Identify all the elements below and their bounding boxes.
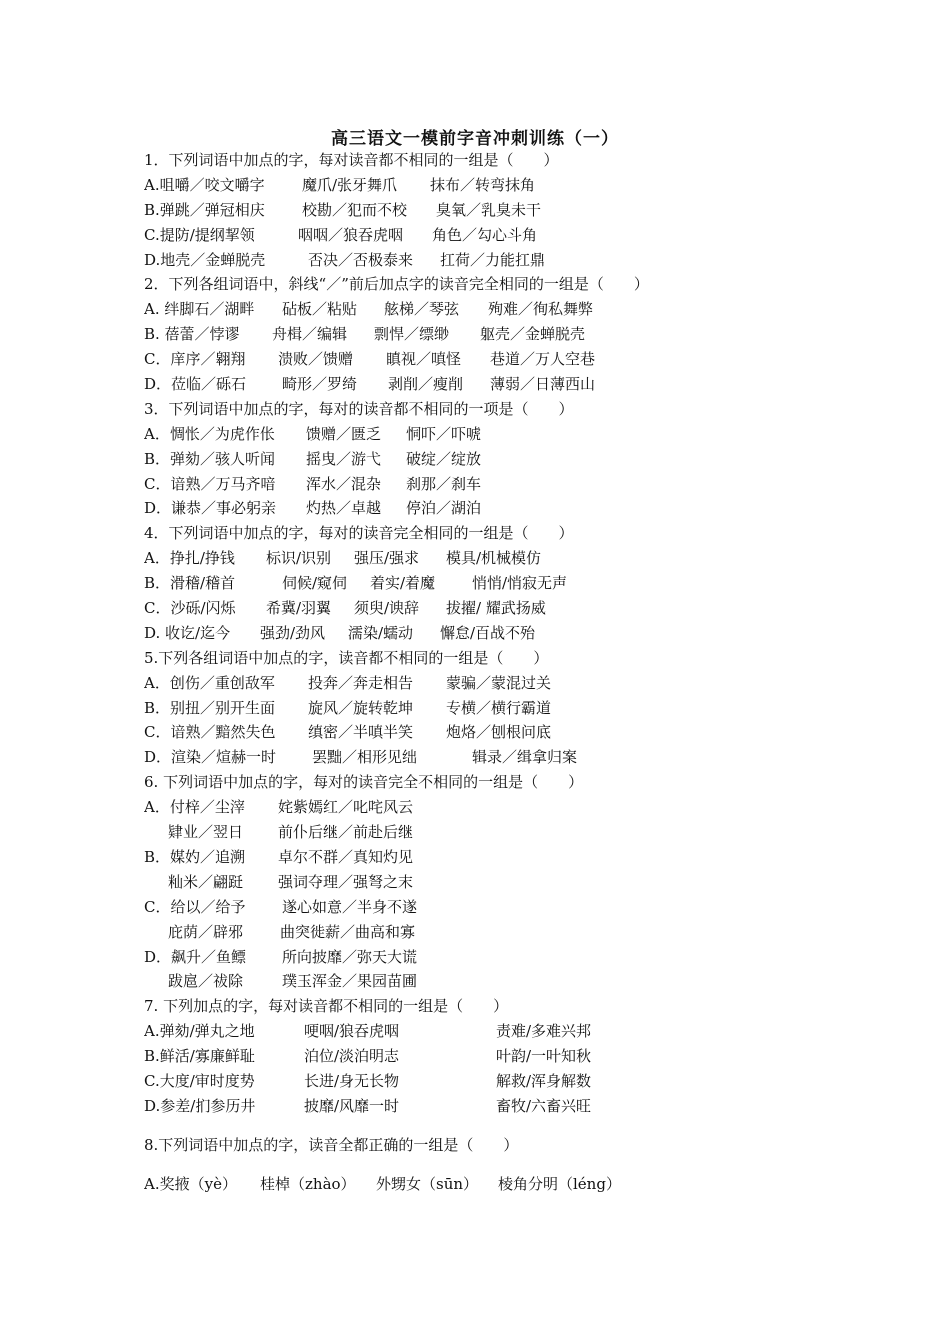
- text-line: [144, 646, 864, 671]
- text-segment: 躯壳／金蝉脱壳: [480, 325, 586, 344]
- text-line: [144, 895, 864, 920]
- text-segment: 哽咽/狼吞虎咽: [304, 1022, 400, 1041]
- text-segment: 希冀/羽翼: [266, 599, 332, 618]
- text-segment: 溃败／馈赠: [278, 350, 354, 369]
- text-line: [144, 671, 864, 696]
- text-segment: B．弹劾／骇人听闻: [144, 449, 276, 468]
- text-segment: 蒙骗／蒙混过关: [446, 673, 552, 692]
- text-segment: C.大度/审时度势: [144, 1071, 255, 1090]
- text-segment: 咽咽／狼吞虎咽: [298, 225, 404, 244]
- text-line: [144, 1133, 864, 1158]
- text-segment: 辑录／缉拿归案: [472, 748, 578, 767]
- text-segment: D．渲染／煊赫一时: [144, 748, 277, 767]
- text-segment: C．给以／给予: [144, 897, 246, 916]
- text-line: [144, 1044, 864, 1069]
- text-line: [144, 969, 864, 994]
- text-segment: 8.下列词语中加点的字，读音全都正确的一组是（ ）: [144, 1135, 519, 1154]
- text-segment: 责难/多难兴邦: [496, 1022, 592, 1041]
- text-line: [144, 148, 864, 173]
- text-segment: 着实/着魔: [370, 574, 436, 593]
- text-segment: 畸形／罗绮: [282, 375, 358, 394]
- text-segment: 强词夺理／强弩之末: [278, 872, 414, 891]
- text-segment: 浑水／混杂: [306, 474, 382, 493]
- text-line: [144, 795, 864, 820]
- text-segment: 刹那／刹车: [406, 474, 482, 493]
- text-line: [144, 472, 864, 497]
- text-segment: 3．下列词语中加点的字，每对的读音都不相同的一项是（ ）: [144, 399, 574, 418]
- text-segment: A．挣扎/挣钱: [144, 549, 235, 568]
- text-segment: 肄业／翌日: [168, 823, 244, 842]
- text-line: [144, 397, 864, 422]
- text-line: [144, 1172, 864, 1197]
- text-segment: C．谙熟／万马齐喑: [144, 474, 276, 493]
- text-segment: 臭氧／乳臭未干: [436, 200, 542, 219]
- text-segment: 恫吓／吓唬: [406, 424, 482, 443]
- text-segment: 破绽／绽放: [406, 449, 482, 468]
- text-segment: 桂棹（zhào）: [260, 1174, 356, 1193]
- text-segment: D．莅临／砾石: [144, 375, 247, 394]
- text-line: [144, 198, 864, 223]
- text-segment: 旋风／旋转乾坤: [308, 698, 414, 717]
- text-segment: 棱角分明（léng）: [498, 1174, 621, 1193]
- text-segment: 炮烙／刨根问底: [446, 723, 552, 742]
- text-line: [144, 447, 864, 472]
- text-segment: 4．下列词语中加点的字，每对的读音完全相同的一组是（ ）: [144, 524, 574, 543]
- text-segment: C．沙砾/闪烁: [144, 599, 236, 618]
- text-line: [144, 571, 864, 596]
- text-segment: 缜密／半嗔半笑: [308, 723, 414, 742]
- text-segment: 7. 下列加点的字，每对读音都不相同的一组是（ ）: [144, 997, 509, 1016]
- text-line: [144, 820, 864, 845]
- text-line: [144, 322, 864, 347]
- text-segment: A.弹劾/弹丸之地: [144, 1022, 255, 1041]
- text-segment: B. 蓓蕾／悖谬: [144, 325, 240, 344]
- text-segment: B．滑稽/稽首: [144, 574, 236, 593]
- text-segment: 模具/机械模仿: [446, 549, 542, 568]
- text-line: [144, 1094, 864, 1119]
- text-segment: D. 收讫/迄今: [144, 623, 231, 642]
- text-segment: 籼米／翩跹: [168, 872, 244, 891]
- text-line: [144, 422, 864, 447]
- text-segment: 瞋视／嗔怪: [386, 350, 462, 369]
- text-segment: 庇荫／辟邪: [168, 922, 244, 941]
- text-segment: 披靡/风靡一时: [304, 1096, 400, 1115]
- text-segment: A.奖掖（yè）: [144, 1174, 237, 1193]
- text-line: [144, 223, 864, 248]
- text-segment: 长进/身无长物: [304, 1071, 400, 1090]
- text-line: [144, 994, 864, 1019]
- text-line: [144, 173, 864, 198]
- text-line: [144, 870, 864, 895]
- text-segment: 强压/强求: [354, 549, 420, 568]
- text-line: [144, 945, 864, 970]
- text-segment: 巷道／万人空巷: [490, 350, 596, 369]
- text-segment: 强劲/劲风: [260, 623, 326, 642]
- text-segment: D．谦恭／事必躬亲: [144, 499, 277, 518]
- text-segment: 专横／横行霸道: [446, 698, 552, 717]
- text-segment: 前仆后继／前赴后继: [278, 823, 414, 842]
- text-line: [144, 596, 864, 621]
- text-segment: 砧板／粘贴: [282, 300, 358, 319]
- text-segment: C．庠序／翱翔: [144, 350, 246, 369]
- text-line: [144, 248, 864, 273]
- text-segment: 舟楫／编辑: [272, 325, 348, 344]
- text-segment: A.咀嚼／咬文嚼字: [144, 175, 265, 194]
- text-line: [144, 546, 864, 571]
- text-segment: 馈赠／匮乏: [306, 424, 382, 443]
- text-segment: A. 绊脚石／湖畔: [144, 300, 255, 319]
- text-segment: 魔爪/张牙舞爪: [302, 175, 398, 194]
- text-segment: 濡染/蠕动: [348, 623, 414, 642]
- text-segment: 伺候/窥伺: [282, 574, 348, 593]
- text-segment: 璞玉浑金／果园苗圃: [282, 972, 418, 991]
- text-segment: 薄弱／日薄西山: [490, 375, 596, 394]
- text-segment: 剽悍／缥缈: [374, 325, 450, 344]
- text-segment: 叶韵/一叶知秋: [496, 1047, 592, 1066]
- text-segment: 卓尔不群／真知灼见: [278, 847, 414, 866]
- text-segment: 外甥女（sūn）: [376, 1174, 479, 1193]
- text-segment: 舷梯／琴弦: [384, 300, 460, 319]
- text-line: [144, 496, 864, 521]
- text-segment: 扛荷／力能扛鼎: [440, 250, 546, 269]
- text-line: [144, 372, 864, 397]
- exercise-content: [144, 148, 864, 1197]
- text-segment: 1．下列词语中加点的字，每对读音都不相同的一组是（ ）: [144, 151, 559, 169]
- text-segment: A．创伤／重创敌军: [144, 673, 275, 692]
- text-line: [144, 920, 864, 945]
- text-segment: 灼热／卓越: [306, 499, 382, 518]
- text-segment: 角色／勾心斗角: [432, 225, 538, 244]
- text-segment: B．媒妁／追溯: [144, 847, 246, 866]
- text-line: [144, 845, 864, 870]
- text-segment: 姹紫嫣红／叱咤风云: [278, 798, 414, 817]
- text-segment: 畜牧/六畜兴旺: [496, 1096, 592, 1115]
- text-segment: A．付梓／尘滓: [144, 798, 245, 817]
- text-segment: C.提防/提纲挈领: [144, 225, 255, 244]
- text-segment: 懈怠/百战不殆: [440, 623, 536, 642]
- text-segment: 罢黜／相形见绌: [312, 748, 418, 767]
- text-line: [144, 745, 864, 770]
- text-segment: 所向披靡／弥天大谎: [282, 947, 418, 966]
- text-segment: 遂心如意／半身不遂: [282, 897, 418, 916]
- text-line: [144, 621, 864, 646]
- text-segment: B.鲜活/寡廉鲜耻: [144, 1047, 255, 1066]
- text-segment: 殉难／徇私舞弊: [488, 300, 594, 319]
- text-segment: 6. 下列词语中加点的字，每对的读音完全不相同的一组是（ ）: [144, 773, 584, 792]
- text-segment: 否决／否极泰来: [308, 250, 414, 269]
- text-segment: 停泊／湖泊: [406, 499, 482, 518]
- text-segment: D.地壳／金蝉脱壳: [144, 250, 266, 269]
- text-line: [144, 770, 864, 795]
- text-segment: 5.下列各组词语中加点的字，读音都不相同的一组是（ ）: [144, 648, 549, 667]
- text-segment: 泊位/淡泊明志: [304, 1047, 400, 1066]
- text-segment: D．飙升／鱼鳔: [144, 947, 247, 966]
- text-segment: 标识/识别: [266, 549, 332, 568]
- text-segment: 剥削／瘦削: [388, 375, 464, 394]
- text-line: [144, 521, 864, 546]
- text-line: [144, 272, 864, 297]
- text-segment: 2．下列各组词语中，斜线“／”前后加点字的读音完全相同的一组是（ ）: [144, 275, 649, 294]
- text-line: [144, 1019, 864, 1044]
- text-segment: C．谙熟／黯然失色: [144, 723, 276, 742]
- text-line: [144, 696, 864, 721]
- text-segment: 投奔／奔走相告: [308, 673, 414, 692]
- text-segment: 须臾/谀辞: [354, 599, 420, 618]
- text-line: [144, 1069, 864, 1094]
- text-segment: D.参差/扪参历井: [144, 1096, 256, 1115]
- text-segment: 悄悄/悄寂无声: [472, 574, 568, 593]
- text-segment: B．别扭／别开生面: [144, 698, 276, 717]
- text-line: [144, 720, 864, 745]
- text-segment: B.弹跳／弹冠相庆: [144, 200, 265, 219]
- text-segment: 校勘／犯而不校: [302, 200, 408, 219]
- text-segment: 拔擢/ 耀武扬威: [446, 599, 546, 618]
- text-line: [144, 347, 864, 372]
- text-segment: 抹布／转弯抹角: [430, 175, 536, 194]
- text-segment: 曲突徙薪／曲高和寡: [280, 922, 416, 941]
- text-segment: 解救/浑身解数: [496, 1071, 592, 1090]
- text-segment: 跋扈／祓除: [168, 972, 244, 991]
- text-segment: A．惆怅／为虎作伥: [144, 424, 275, 443]
- page-title: 高三语文一模前字音冲刺训练（一）: [331, 129, 619, 149]
- text-line: [144, 297, 864, 322]
- text-segment: 摇曳／游弋: [306, 449, 382, 468]
